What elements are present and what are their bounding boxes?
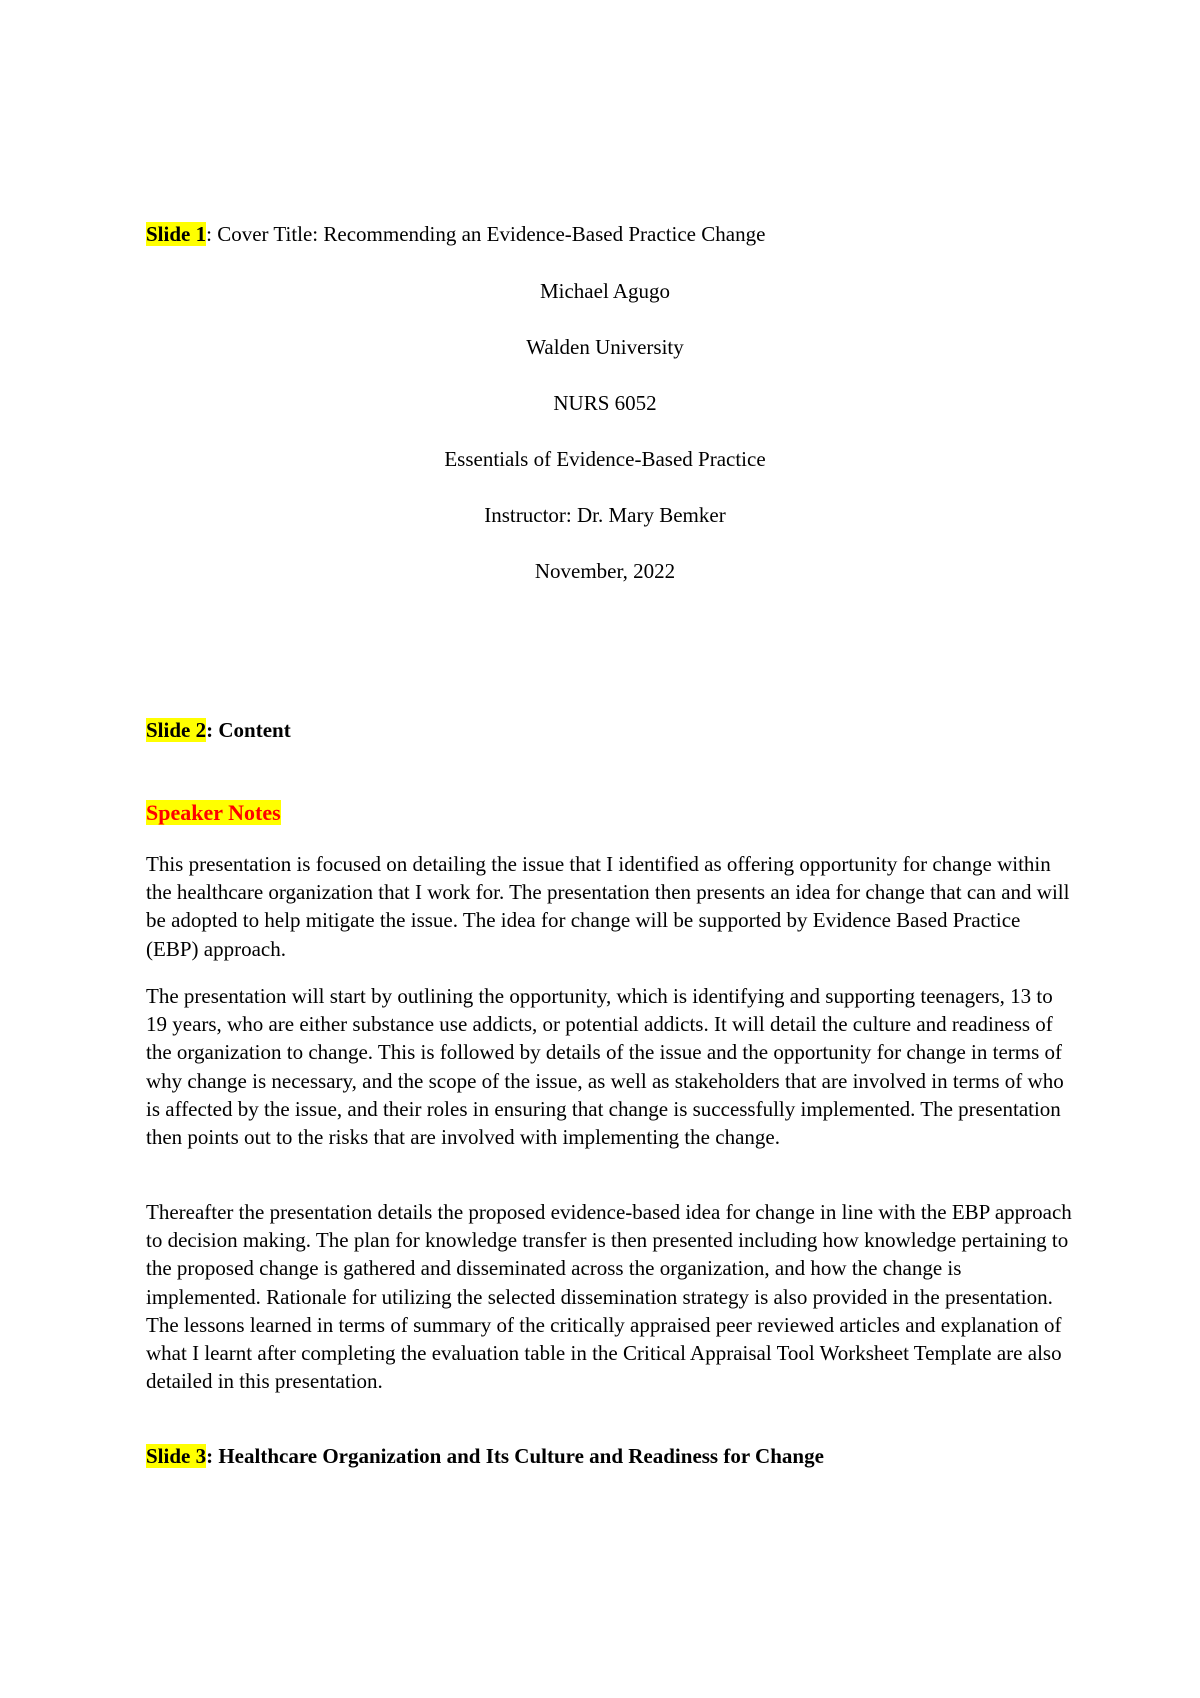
cover-instructor: Instructor: Dr. Mary Bemker (484, 503, 726, 527)
slide3-label: Slide 3 (146, 1444, 207, 1468)
cover-author: Michael Agugo (539, 279, 671, 303)
speaker-notes-paragraph: Thereafter the presentation details the proposed evidence-based idea for change in line with the EBP approach to decision making. The plan for knowledge transfer is then presented including how knowledge pertaining to the proposed change is gathered and disseminated across the organization, and how the change is implemented. Rationale for utilizing the selected dissemination strategy is also provided in the presentation. The lessons learned in terms of summary of the critically appraised peer reviewed articles and explanation of what I learnt after completing the evaluation table in the Critical Appraisal Tool Worksheet Template are also detailed in this presentation. (146, 1200, 1072, 1394)
slide1-heading (146, 222, 1076, 247)
cover-university: Walden University (526, 335, 684, 359)
speaker-notes-title: Speaker Notes (146, 800, 281, 825)
speaker-notes-heading (146, 800, 1076, 826)
slide1-separator: : (206, 222, 218, 246)
cover-course: NURS 6052 (553, 391, 657, 415)
speaker-notes-paragraph: The presentation will start by outlining the opportunity, which is identifying and supporting teenagers, 13 to 19 years, who are either substance use addicts, or potential addicts. It will detail the culture and readiness of the organization to change. This is followed by details of the issue and the opportunity for change in terms of why change is necessary, and the scope of the issue, as well as stakeholders that are involved in terms of who is affected by the issue, and their roles in ensuring that change is successfully implemented. The presentation then points out to the risks that are involved with implementing the change. (146, 984, 1064, 1150)
slide1-label: Slide 1 (146, 222, 207, 246)
slide3-title: : Healthcare Organization and Its Culture and Readiness for Change (206, 1444, 824, 1468)
cover-date: November, 2022 (534, 559, 676, 583)
slide1-title: Cover Title: Recommending an Evidence-Based Practice Change (217, 222, 766, 246)
slide3-heading (146, 1444, 1076, 1469)
slide2-title: : Content (206, 718, 291, 742)
slide2-label: Slide 2 (146, 718, 207, 742)
cover-course-title: Essentials of Evidence-Based Practice (444, 447, 766, 471)
slide2-heading (146, 718, 1076, 743)
speaker-notes-paragraph: This presentation is focused on detailing the issue that I identified as offering opportunity for change within the healthcare organization that I work for. The presentation then presents an idea for change that can and will be adopted to help mitigate the issue. The idea for change will be supported by Evidence Based Practice (EBP) approach. (146, 852, 1070, 961)
